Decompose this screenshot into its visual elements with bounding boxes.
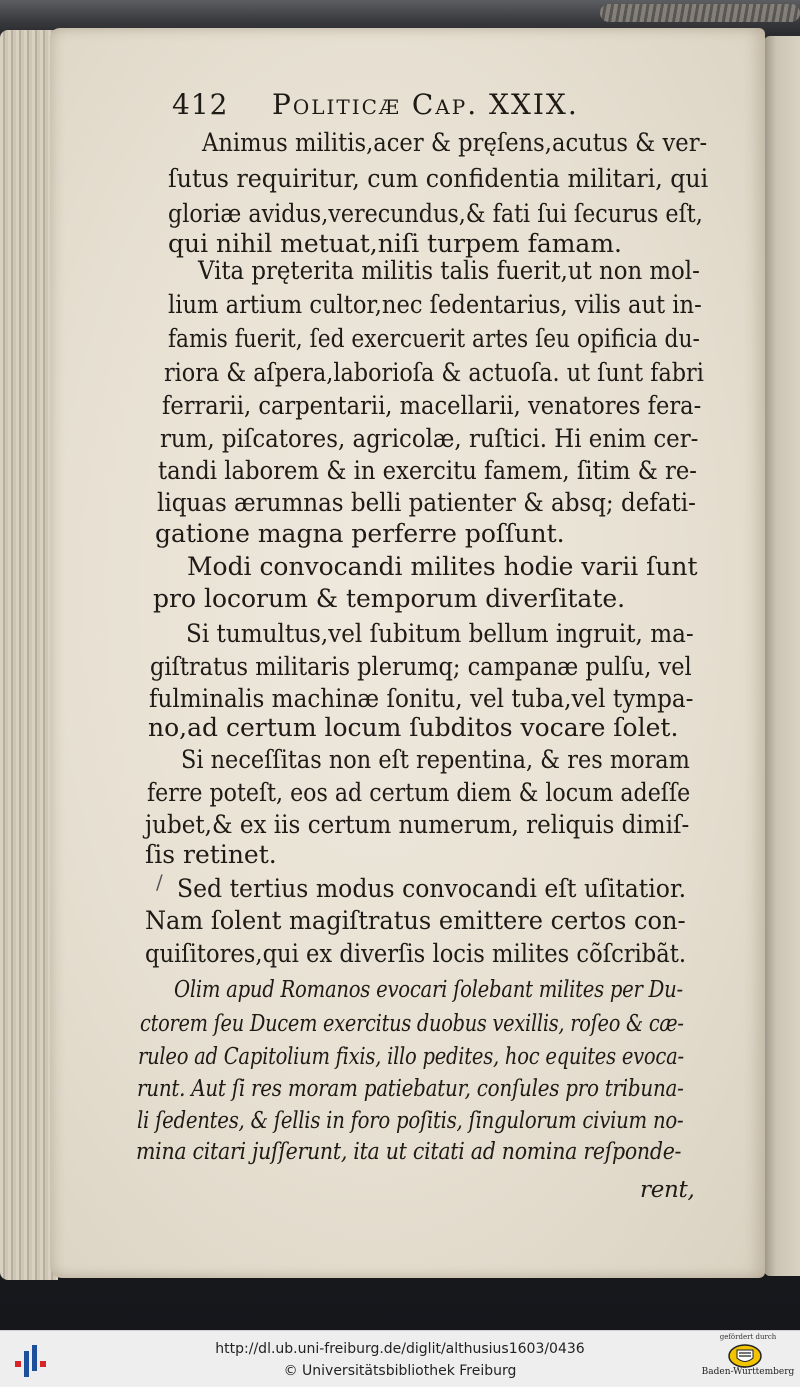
sponsor-caption: gefördert durch: [719, 1333, 777, 1341]
running-title: Politicæ Cap. XXIX.: [272, 88, 579, 121]
text-line: Vita pręterita militis talis fuerit,ut non mol-: [198, 256, 700, 285]
text-line: runt. Aut ſi res moram patiebatur, conſules pro tribuna-: [137, 1076, 684, 1102]
text-line: mina citari juſſerunt, ita ut citati ad nomina reſponde-: [136, 1139, 682, 1165]
text-line: fulminalis machinæ ſonitu, vel tuba,vel tympa-: [149, 684, 694, 713]
text-line: Modi convocandi milites hodie varii ſunt: [187, 552, 698, 581]
text-line: Si neceſſitas non eſt repentina, & res moram: [181, 745, 690, 774]
text-line: li ſedentes, & ſellis in foro poſitis, ſingulorum civium no-: [137, 1108, 684, 1134]
text-line: Animus militis,acer & pręſens,acutus & ver-: [202, 128, 708, 157]
text-line: no,ad certum locum ſubditos vocare ſolet.: [148, 713, 679, 742]
page-number: 412: [172, 88, 229, 121]
text-line: quiſitores,qui ex diverſis locis milites cõſcribãt.: [145, 939, 687, 968]
text-line: lium artium cultor,nec ſedentarius, vilis aut in-: [168, 290, 702, 319]
coat-of-arms-icon: [727, 1344, 763, 1368]
text-line: qui nihil metuat,niſi turpem famam.: [168, 229, 622, 258]
text-line: famis fuerit, ſed exercuerit artes ſeu opificia du-: [168, 324, 700, 353]
text-line: liquas ærumnas belli patienter & absq; defati-: [157, 488, 696, 517]
text-line: Sed tertius modus convocandi eſt uſitatior.: [177, 874, 687, 903]
text-line: jubet,& ex iis certum numerum, reliquis dimiſ-: [145, 810, 690, 839]
text-line: Si tumultus,vel ſubitum bellum ingruit, ma-: [186, 619, 694, 648]
text-line: gatione magna perferre poſſunt.: [155, 519, 565, 548]
text-line: ctorem ſeu Ducem exercitus duobus vexillis, roſeo & cæ-: [140, 1011, 684, 1037]
catchword: rent,: [640, 1177, 695, 1203]
text-line: Olim apud Romanos evocari ſolebant milites per Du-: [174, 977, 683, 1003]
text-line: giſtratus militaris plerumq; campanæ pulſu, vel: [150, 652, 692, 681]
text-line: ſis retinet.: [145, 840, 277, 869]
text-line: ruleo ad Capitolium fixis, illo pedites, hoc equites evoca-: [138, 1044, 684, 1070]
permalink[interactable]: http://dl.ub.uni-freiburg.de/diglit/althusius1603/0436: [215, 1341, 585, 1357]
text-line: rum, piſcatores, agricolæ, ruſtici. Hi enim cer-: [160, 424, 699, 453]
copyright-notice: © Universitätsbibliothek Freiburg: [283, 1363, 517, 1379]
text-line: pro locorum & temporum diverſitate.: [153, 584, 626, 613]
text-line: riora & aſpera,laborioſa & actuoſa. ut ſunt fabri: [164, 358, 704, 387]
text-line: ferrarii, carpentarii, macellarii, venatores fera-: [162, 391, 702, 420]
text-line: gloriæ avidus,verecundus,& fati ſui ſecurus eſt,: [168, 199, 703, 228]
text-line: ſutus requiritur, cum confidentia militari, qui: [168, 164, 709, 193]
viewer-footer: [0, 1330, 800, 1387]
text-line: Nam ſolent magiſtratus emittere certos con-: [145, 906, 686, 935]
library-logo-icon: [12, 1339, 52, 1379]
sponsor-name: Baden-Württemberg: [701, 1367, 795, 1377]
sponsor-logo: [700, 1333, 796, 1385]
text-line: tandi laborem & in exercitu famem, ſitim & re-: [158, 456, 697, 485]
margin-mark: /: [156, 870, 163, 894]
text-line: ferre poteſt, eos ad certum diem & locum adeſſe: [147, 778, 691, 807]
